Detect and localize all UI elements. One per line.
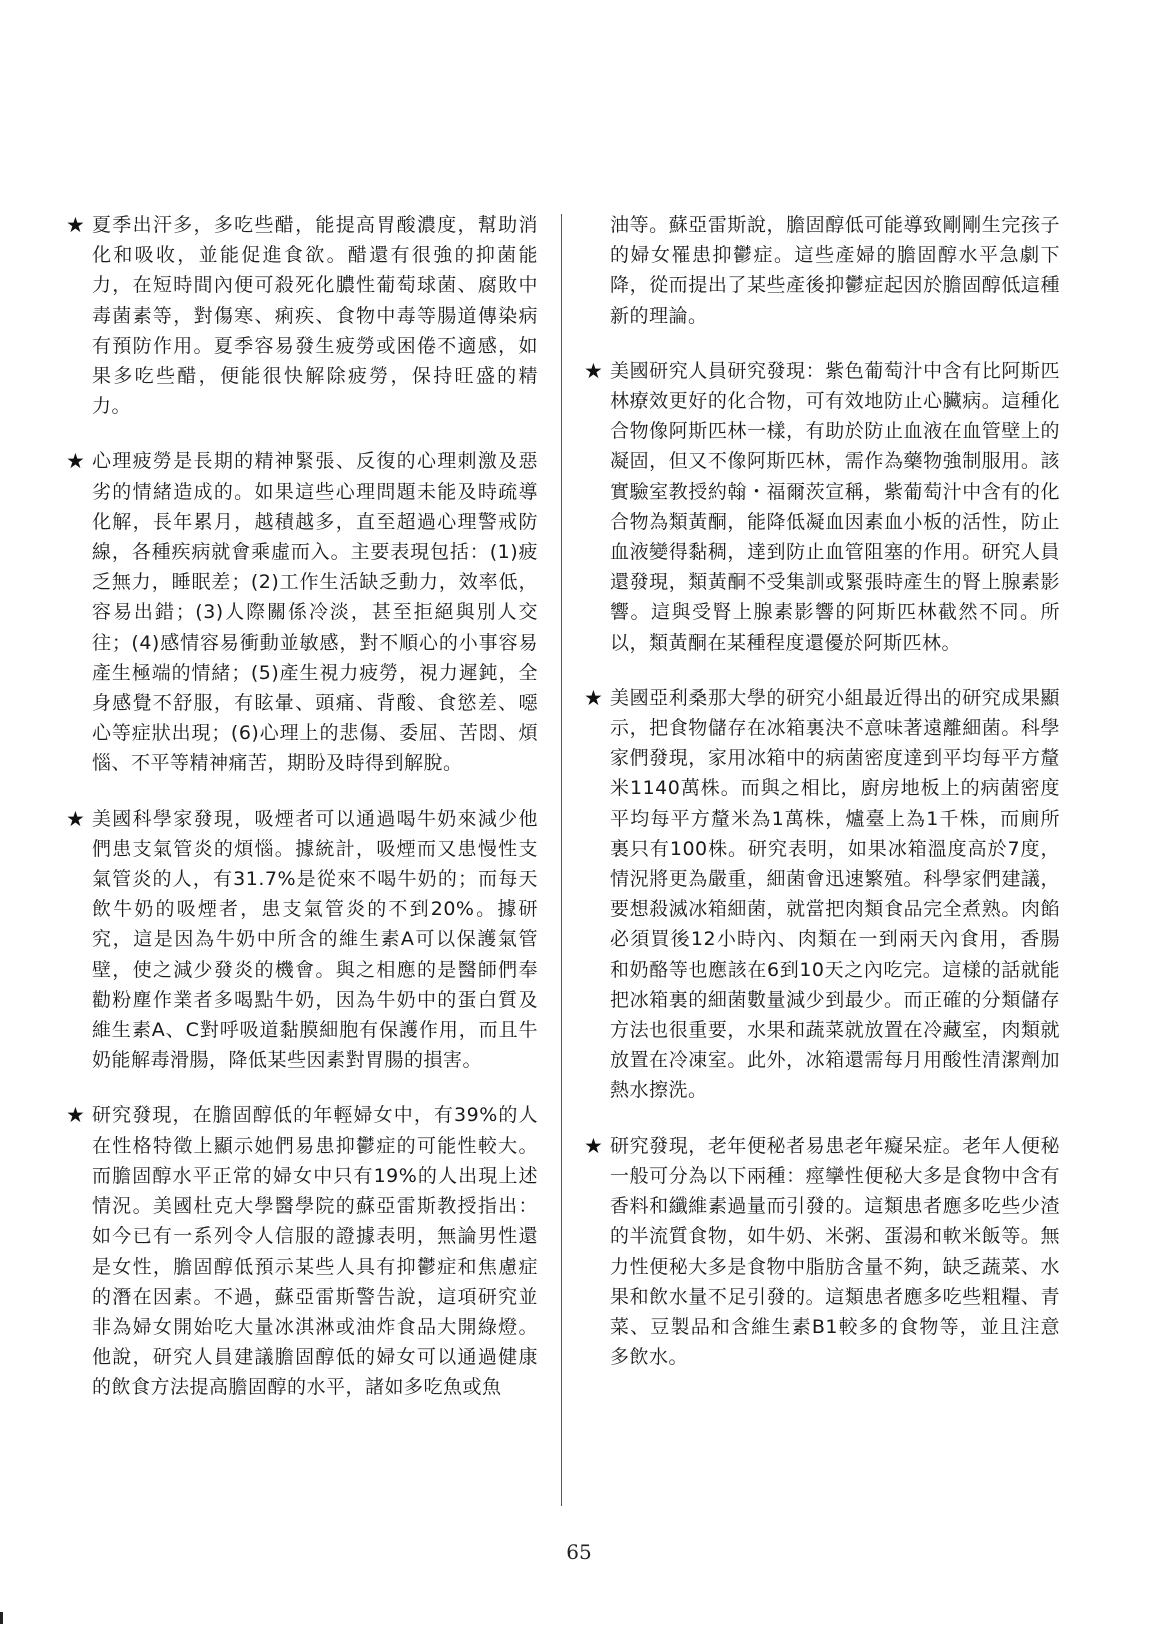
health-tip-vinegar [66,210,538,421]
star-bullet-icon: ★ [584,1133,603,1158]
tip-text: 心理疲勞是長期的精神緊張、反復的心理刺激及惡劣的情緒造成的。如果這些心理問題未能及時疏導化解，長年累月，越積越多，直至超過心理警戒防線，各種疾病就會乘虛而入。主要表現包括：(1)疲乏無力，睡眠差；(2)工作生活缺乏動力，效率低，容易出錯；(3)人際關係冷淡，甚至拒絕與別人交往；(4)感情容易衝動並敏感，對不順心的小事容易產生極端的情緒；(5)產生視力疲勞，視力遲鈍，全身感覺不舒服，有眩暈、頭痛、背酸、食慾差、噁心等症狀出現；(6)心理上的悲傷、委屈、苦悶、煩惱、不平等精神痛苦，期盼及時得到解脫。 [92,450,538,775]
star-bullet-icon: ★ [66,806,85,831]
tip-text: 美國亞利桑那大學的研究小組最近得出的研究成果顯示，把食物儲存在冰箱裏決不意味著遠離細菌。科學家們發現，家用冰箱中的病菌密度達到平均每平方釐米1140萬株。而與之相比，廚房地板上的病菌密度平均每平方釐米為1萬株，爐臺上為1千株，而廁所裏只有100株。研究表明，如果冰箱溫度高於7度，情況將更為嚴重，細菌會迅速繁殖。科學家們建議，要想殺滅冰箱細菌，就當把肉類食品完全煮熟。肉餡必須買後12小時內、肉類在一到兩天內食用，香腸和奶酪等也應該在6到10天之內吃完。這樣的話就能把冰箱裏的細菌數量減少到最少。而正確的分類儲存方法也很重要，水果和蔬菜就放置在冷藏室，肉類就放置在冷凍室。此外，冰箱還需每月用酸性清潔劑加熱水擦洗。 [610,686,1060,1102]
tip-text: 研究發現，在膽固醇低的年輕婦女中，有39%的人在性格特徵上顯示她們易患抑鬱症的可能性較大。而膽固醇水平正常的婦女中只有19%的人出現上述情況。美國杜克大學醫學院的蘇亞雷斯教授指出：如今已有一系列令人信服的證據表明，無論男性還是女性，膽固醇低預示某些人具有抑鬱症和焦慮症的潛在因素。不過，蘇亞雷斯警告說，這項研究並非為婦女開始吃大量冰淇淋或油炸食品大開綠燈。他說，研究人員建議膽固醇低的婦女可以通過健康的飲食方法提高膽固醇的水平，諸如多吃魚或魚 [92,1104,538,1399]
health-tip-grape-juice [584,356,1060,658]
health-tip-cholesterol-continued [584,210,1060,331]
page-number: 65 [566,1540,592,1564]
left-column [66,210,538,1403]
right-column [584,210,1060,1372]
tip-text: 美國研究人員研究發現：紫色葡萄汁中含有比阿斯匹林療效更好的化合物，可有效地防止心臟病。這種化合物像阿斯匹林一樣，有助於防止血液在血管壁上的凝固，但又不像阿斯匹林，需作為藥物強制服用。該實驗室教授約翰・福爾茨宣稱，紫葡萄汁中含有的化合物為類黃酮，能降低凝血因素血小板的活性，防止血液變得黏稠，達到防止血管阻塞的作用。研究人員還發現，類黃酮不受集訓或緊張時產生的腎上腺素影響。這與受腎上腺素影響的阿斯匹林截然不同。所以，類黃酮在某種程度還優於阿斯匹林。 [610,359,1060,654]
tip-text: 美國科學家發現，吸煙者可以通過喝牛奶來減少他們患支氣管炎的煩惱。據統計，吸煙而又患慢性支氣管炎的人，有31.7%是從來不喝牛奶的；而每天飲牛奶的吸煙者，患支氣管炎的不到20%。據研究，這是因為牛奶中所含的維生素A可以保護氣管壁，使之減少發炎的機會。與之相應的是醫師們奉勸粉塵作業者多喝點牛奶，因為牛奶中的蛋白質及維生素A、C對呼吸道黏膜細胞有保護作用，而且牛奶能解毒滑腸，降低某些因素對胃腸的損害。 [92,807,538,1072]
health-tip-milk-smokers [66,804,538,1076]
column-divider [561,214,562,1506]
star-bullet-icon: ★ [66,1103,85,1128]
star-bullet-icon: ★ [584,685,603,710]
scan-edge-mark [0,1612,3,1624]
tip-text: 夏季出汗多，多吃些醋，能提高胃酸濃度，幫助消化和吸收，並能促進食欲。醋還有很強的抑菌能力，在短時間內便可殺死化膿性葡萄球菌、腐敗中毒菌素等，對傷寒、痢疾、食物中毒等腸道傳染病有預防作用。夏季容易發生疲勞或困倦不適感，如果多吃些醋，便能很快解除疲勞，保持旺盛的精力。 [92,214,538,418]
health-tip-mental-fatigue [66,446,538,778]
health-tip-fridge-bacteria [584,683,1060,1106]
star-bullet-icon: ★ [66,449,85,474]
star-bullet-icon: ★ [66,213,85,237]
tip-text: 研究發現，老年便秘者易患老年癡呆症。老年人便秘一般可分為以下兩種：痙攣性便秘大多是食物中含有香料和纖維素過量而引發的。這類患者應多吃些少渣的半流質食物，如牛奶、米粥、蛋湯和軟米飯等。無力性便秘大多是食物中脂肪含量不夠，缺乏蔬菜、水果和飲水量不足引發的。這類患者應多吃些粗糧、青菜、豆製品和含維生素B1較多的食物等，並且注意多飲水。 [610,1134,1060,1369]
health-tip-cholesterol [66,1100,538,1402]
health-tip-constipation [584,1131,1060,1373]
star-bullet-icon: ★ [584,358,603,383]
continuation-text: 油等。蘇亞雷斯說，膽固醇低可能導致剛剛生完孩子的婦女罹患抑鬱症。這些產婦的膽固醇水平急劇下降，從而提出了某些產後抑鬱症起因於膽固醇低這種新的理論。 [610,214,1060,327]
